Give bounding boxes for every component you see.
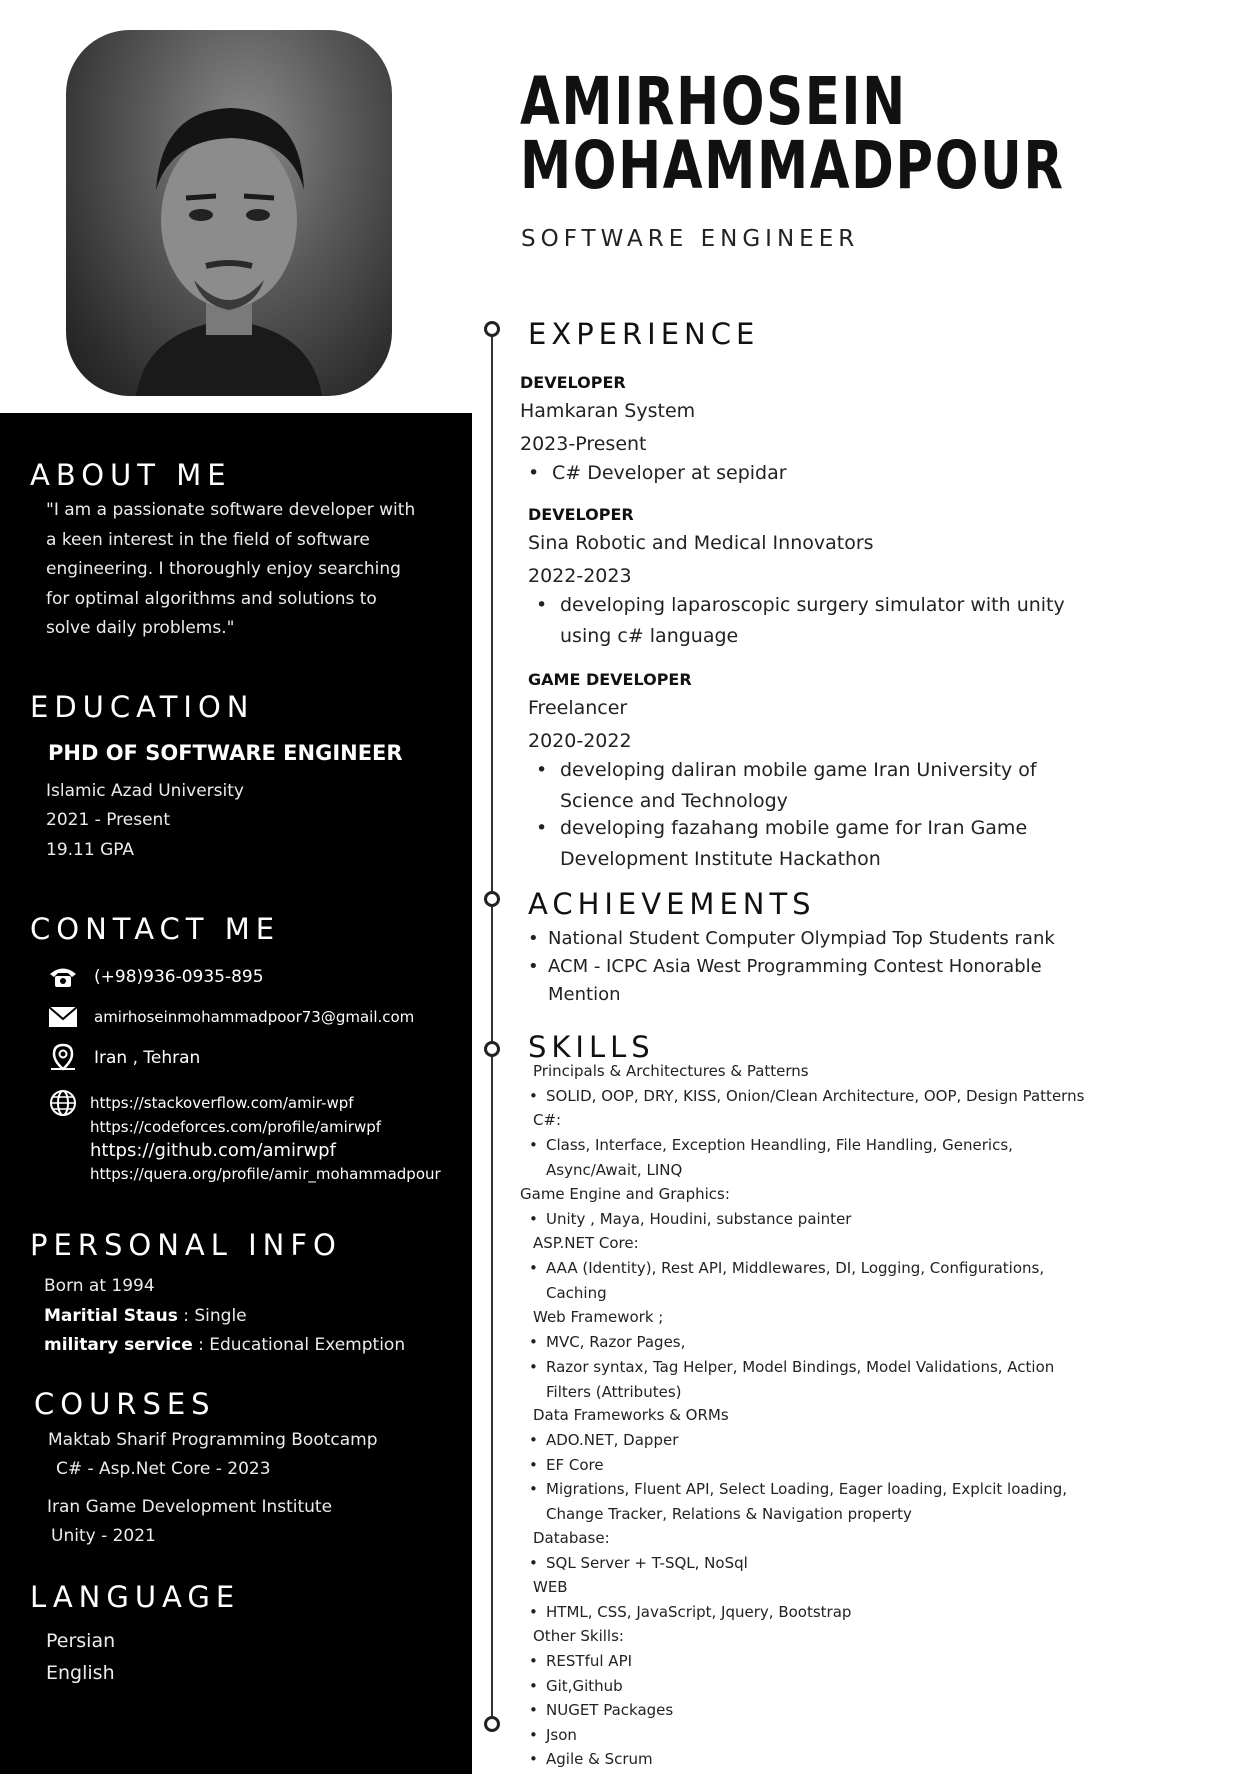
job-bullet: • developing fazahang mobile game for Iran Game Development Institute Hackathon bbox=[560, 813, 1080, 875]
job-bullet: • developing laparoscopic surgery simulator with unity using c# language bbox=[560, 590, 1080, 652]
achievements-heading: ACHIEVEMENTS bbox=[528, 887, 816, 921]
job-bullet: • C# Developer at sepidar bbox=[552, 458, 787, 489]
course-2-name: Iran Game Development Institute bbox=[47, 1497, 333, 1517]
link-stackoverflow[interactable]: https://stackoverflow.com/amir-wpf bbox=[90, 1094, 354, 1112]
skill-item: • Razor syntax, Tag Helper, Model Bindings, Model Validations, Action Filters (Attributes) bbox=[546, 1355, 1066, 1404]
education-degree: PHD OF SOFTWARE ENGINEER bbox=[48, 741, 403, 765]
full-name bbox=[520, 63, 1065, 204]
military-label: military service bbox=[44, 1335, 193, 1355]
personal-marital bbox=[44, 1306, 247, 1326]
skill-category: Data Frameworks & ORMs bbox=[533, 1406, 729, 1424]
mail-icon bbox=[46, 1003, 80, 1031]
profile-links bbox=[90, 1092, 441, 1186]
location-text: Iran , Tehran bbox=[94, 1048, 201, 1068]
skill-item: • Migrations, Fluent API, Select Loading, Eager loading, Explcit loading, Change Tracker, Relations & Navigation property bbox=[546, 1477, 1076, 1526]
education-period: 2021 - Present bbox=[46, 810, 170, 830]
about-text: "I am a passionate software developer with a keen interest in the field of software engineering. I thoroughly enjoy searching for optimal algorithms and solutions to solve daily problems." bbox=[46, 500, 416, 638]
marital-label: Maritial Staus bbox=[44, 1306, 178, 1326]
contact-web bbox=[46, 1089, 80, 1117]
email-address[interactable]: amirhoseinmohammadpoor73@gmail.com bbox=[94, 1008, 415, 1026]
timeline-dot bbox=[484, 321, 500, 337]
language-item: Persian bbox=[46, 1630, 116, 1652]
profile-photo bbox=[66, 30, 392, 396]
marital-value: : Single bbox=[177, 1306, 247, 1326]
contact-heading: CONTACT ME bbox=[30, 912, 281, 946]
course-1-name: Maktab Sharif Programming Bootcamp bbox=[48, 1430, 378, 1450]
job-company: Freelancer bbox=[528, 697, 628, 719]
timeline-line bbox=[491, 330, 493, 1716]
course-2-detail: Unity - 2021 bbox=[51, 1526, 156, 1546]
language-heading: LANGUAGE bbox=[30, 1580, 241, 1614]
skill-item: • NUGET Packages bbox=[546, 1698, 1086, 1723]
globe-icon bbox=[46, 1089, 80, 1117]
skill-item: • ADO.NET, Dapper bbox=[546, 1428, 1086, 1453]
contact-phone bbox=[46, 963, 264, 991]
personal-military bbox=[44, 1335, 405, 1355]
job-period: 2020-2022 bbox=[528, 730, 632, 752]
about-heading: ABOUT ME bbox=[30, 458, 232, 492]
job-title: DEVELOPER bbox=[520, 373, 626, 392]
skill-category: Database: bbox=[533, 1529, 610, 1547]
skill-item: • RESTful API bbox=[546, 1649, 1086, 1674]
portrait-illustration bbox=[66, 30, 392, 396]
contact-location bbox=[46, 1044, 200, 1072]
skill-item: • Unity , Maya, Houdini, substance painter bbox=[546, 1207, 1086, 1232]
link-quera[interactable]: https://quera.org/profile/amir_mohammadpour bbox=[90, 1164, 441, 1183]
skill-item: • Git,Github bbox=[546, 1674, 1086, 1699]
courses-heading: COURSES bbox=[34, 1387, 216, 1421]
name-first: AMIRHOSEIN bbox=[520, 63, 907, 140]
skill-category: ASP.NET Core: bbox=[533, 1234, 639, 1252]
job-period: 2023-Present bbox=[520, 433, 647, 455]
skill-category: Web Framework ; bbox=[533, 1308, 664, 1326]
skill-category: C#: bbox=[533, 1111, 562, 1129]
job-title: DEVELOPER bbox=[528, 505, 634, 524]
skill-item: • HTML, CSS, JavaScript, Jquery, Bootstrap bbox=[546, 1600, 1086, 1625]
phone-icon bbox=[46, 963, 80, 991]
location-pin-icon bbox=[46, 1044, 80, 1072]
personal-heading: PERSONAL INFO bbox=[30, 1228, 342, 1262]
job-company: Hamkaran System bbox=[520, 400, 696, 422]
skill-item: • Json bbox=[546, 1723, 1086, 1748]
skill-category: Principals & Architectures & Patterns bbox=[533, 1062, 809, 1080]
skills-heading: SKILLS bbox=[528, 1030, 655, 1064]
course-1-detail: C# - Asp.Net Core - 2023 bbox=[56, 1459, 271, 1479]
education-gpa: 19.11 GPA bbox=[46, 840, 135, 860]
link-github[interactable]: https://github.com/amirwpf bbox=[90, 1140, 336, 1161]
job-company: Sina Robotic and Medical Innovators bbox=[528, 532, 874, 554]
job-bullet: • developing daliran mobile game Iran University of Science and Technology bbox=[560, 755, 1080, 817]
timeline-dot bbox=[484, 1716, 500, 1732]
skill-item: • SOLID, OOP, DRY, KISS, Onion/Clean Architecture, OOP, Design Patterns bbox=[546, 1084, 1086, 1109]
achievement-item: • National Student Computer Olympiad Top Students rank bbox=[548, 925, 1068, 953]
personal-born: Born at 1994 bbox=[44, 1276, 155, 1296]
skill-category: Other Skills: bbox=[533, 1627, 624, 1645]
language-item: English bbox=[46, 1662, 115, 1684]
timeline-dot bbox=[484, 1041, 500, 1057]
link-codeforces[interactable]: https://codeforces.com/profile/amirwpf bbox=[90, 1117, 382, 1136]
name-last: MOHAMMADPOUR bbox=[520, 127, 1065, 204]
skill-item: • SQL Server + T-SQL, NoSql bbox=[546, 1551, 1086, 1576]
skill-category: WEB bbox=[533, 1578, 568, 1596]
experience-heading: EXPERIENCE bbox=[528, 317, 760, 351]
timeline-dot bbox=[484, 891, 500, 907]
education-heading: EDUCATION bbox=[30, 690, 255, 724]
education-university: Islamic Azad University bbox=[46, 781, 244, 801]
job-period: 2022-2023 bbox=[528, 565, 632, 587]
contact-email bbox=[46, 1003, 414, 1031]
skill-item: • MVC, Razor Pages, bbox=[546, 1330, 1086, 1355]
skill-item: • Class, Interface, Exception Heandling, File Handling, Generics, Async/Await, LINQ bbox=[546, 1133, 1046, 1182]
skill-category: Game Engine and Graphics: bbox=[520, 1185, 730, 1203]
job-title: GAME DEVELOPER bbox=[528, 670, 692, 689]
achievement-item: • ACM - ICPC Asia West Programming Contest Honorable Mention bbox=[548, 953, 1068, 1009]
skill-item: • EF Core bbox=[546, 1453, 1086, 1478]
job-role: SOFTWARE ENGINEER bbox=[521, 226, 860, 252]
military-value: : Educational Exemption bbox=[192, 1335, 406, 1355]
skill-item: • AAA (Identity), Rest API, Middlewares, DI, Logging, Configurations, Caching bbox=[546, 1256, 1056, 1305]
phone-number: (+98)936-0935-895 bbox=[94, 967, 264, 987]
skill-item: • Agile & Scrum bbox=[546, 1747, 1086, 1772]
